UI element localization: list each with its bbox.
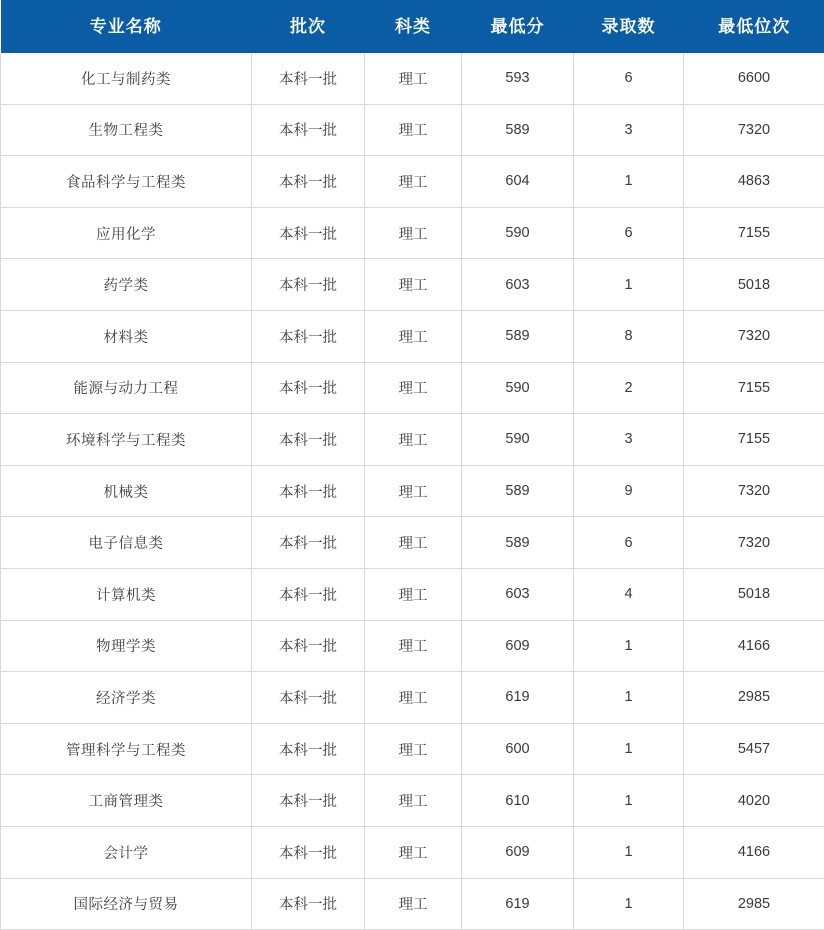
table-row xyxy=(1,207,824,259)
cell-admitted-count: 1 xyxy=(574,723,684,775)
column-header-major: 专业名称 xyxy=(1,0,252,53)
cell-min-rank: 4166 xyxy=(684,620,824,672)
table-row xyxy=(1,156,824,208)
cell-batch: 本科一批 xyxy=(252,414,365,466)
cell-min-score: 590 xyxy=(462,362,574,414)
cell-min-rank: 2985 xyxy=(684,878,824,930)
cell-admitted-count: 4 xyxy=(574,568,684,620)
cell-batch: 本科一批 xyxy=(252,156,365,208)
cell-category: 理工 xyxy=(365,826,462,878)
cell-batch: 本科一批 xyxy=(252,672,365,724)
cell-admitted-count: 1 xyxy=(574,156,684,208)
cell-category: 理工 xyxy=(365,775,462,827)
cell-admitted-count: 3 xyxy=(574,414,684,466)
cell-category: 理工 xyxy=(365,156,462,208)
cell-min-rank: 7155 xyxy=(684,362,824,414)
cell-major: 机械类 xyxy=(1,465,252,517)
cell-admitted-count: 6 xyxy=(574,207,684,259)
column-header-min-score: 最低分 xyxy=(462,0,574,53)
cell-batch: 本科一批 xyxy=(252,775,365,827)
cell-major: 工商管理类 xyxy=(1,775,252,827)
cell-major: 经济学类 xyxy=(1,672,252,724)
cell-min-rank: 7320 xyxy=(684,104,824,156)
table-row xyxy=(1,310,824,362)
cell-min-rank: 4166 xyxy=(684,826,824,878)
cell-admitted-count: 1 xyxy=(574,775,684,827)
cell-batch: 本科一批 xyxy=(252,362,365,414)
cell-min-rank: 7320 xyxy=(684,465,824,517)
cell-category: 理工 xyxy=(365,104,462,156)
cell-min-rank: 4863 xyxy=(684,156,824,208)
cell-min-rank: 4020 xyxy=(684,775,824,827)
cell-batch: 本科一批 xyxy=(252,568,365,620)
cell-category: 理工 xyxy=(365,414,462,466)
cell-admitted-count: 1 xyxy=(574,259,684,311)
table-row xyxy=(1,568,824,620)
cell-min-rank: 5018 xyxy=(684,568,824,620)
table-row xyxy=(1,826,824,878)
table-header xyxy=(1,0,824,53)
cell-major: 会计学 xyxy=(1,826,252,878)
cell-admitted-count: 8 xyxy=(574,310,684,362)
table-row xyxy=(1,414,824,466)
cell-batch: 本科一批 xyxy=(252,723,365,775)
cell-admitted-count: 6 xyxy=(574,53,684,104)
table-row xyxy=(1,362,824,414)
cell-major: 化工与制药类 xyxy=(1,53,252,104)
cell-major: 管理科学与工程类 xyxy=(1,723,252,775)
cell-min-score: 589 xyxy=(462,517,574,569)
cell-category: 理工 xyxy=(365,259,462,311)
table-row xyxy=(1,104,824,156)
column-header-category: 科类 xyxy=(365,0,462,53)
cell-category: 理工 xyxy=(365,568,462,620)
column-header-batch: 批次 xyxy=(252,0,365,53)
cell-min-score: 619 xyxy=(462,672,574,724)
cell-min-rank: 7320 xyxy=(684,310,824,362)
cell-major: 国际经济与贸易 xyxy=(1,878,252,930)
cell-admitted-count: 2 xyxy=(574,362,684,414)
cell-admitted-count: 1 xyxy=(574,620,684,672)
cell-category: 理工 xyxy=(365,620,462,672)
cell-admitted-count: 1 xyxy=(574,878,684,930)
table-row xyxy=(1,775,824,827)
cell-category: 理工 xyxy=(365,53,462,104)
cell-min-score: 604 xyxy=(462,156,574,208)
table-row xyxy=(1,878,824,930)
table-row xyxy=(1,259,824,311)
cell-min-rank: 7155 xyxy=(684,207,824,259)
cell-admitted-count: 9 xyxy=(574,465,684,517)
cell-min-score: 609 xyxy=(462,620,574,672)
cell-min-score: 589 xyxy=(462,104,574,156)
cell-major: 物理学类 xyxy=(1,620,252,672)
cell-category: 理工 xyxy=(365,310,462,362)
cell-major: 电子信息类 xyxy=(1,517,252,569)
table-row xyxy=(1,517,824,569)
table-header-row xyxy=(1,0,824,53)
cell-major: 生物工程类 xyxy=(1,104,252,156)
cell-category: 理工 xyxy=(365,672,462,724)
cell-min-score: 603 xyxy=(462,568,574,620)
cell-category: 理工 xyxy=(365,465,462,517)
cell-admitted-count: 1 xyxy=(574,672,684,724)
cell-batch: 本科一批 xyxy=(252,517,365,569)
cell-min-rank: 6600 xyxy=(684,53,824,104)
column-header-min-rank: 最低位次 xyxy=(684,0,824,53)
cell-min-rank: 5457 xyxy=(684,723,824,775)
cell-min-score: 589 xyxy=(462,465,574,517)
cell-batch: 本科一批 xyxy=(252,53,365,104)
cell-min-score: 603 xyxy=(462,259,574,311)
cell-category: 理工 xyxy=(365,362,462,414)
table-row xyxy=(1,723,824,775)
cell-min-rank: 5018 xyxy=(684,259,824,311)
cell-batch: 本科一批 xyxy=(252,826,365,878)
cell-min-score: 609 xyxy=(462,826,574,878)
cell-batch: 本科一批 xyxy=(252,310,365,362)
cell-min-score: 589 xyxy=(462,310,574,362)
cell-min-score: 610 xyxy=(462,775,574,827)
cell-admitted-count: 1 xyxy=(574,826,684,878)
cell-batch: 本科一批 xyxy=(252,207,365,259)
cell-admitted-count: 3 xyxy=(574,104,684,156)
cell-min-rank: 7155 xyxy=(684,414,824,466)
cell-admitted-count: 6 xyxy=(574,517,684,569)
table-row xyxy=(1,53,824,104)
cell-min-score: 590 xyxy=(462,207,574,259)
cell-major: 药学类 xyxy=(1,259,252,311)
cell-major: 食品科学与工程类 xyxy=(1,156,252,208)
cell-batch: 本科一批 xyxy=(252,465,365,517)
cell-min-score: 593 xyxy=(462,53,574,104)
cell-major: 应用化学 xyxy=(1,207,252,259)
cell-category: 理工 xyxy=(365,207,462,259)
table-row xyxy=(1,620,824,672)
cell-batch: 本科一批 xyxy=(252,620,365,672)
cell-batch: 本科一批 xyxy=(252,259,365,311)
cell-major: 能源与动力工程 xyxy=(1,362,252,414)
table-row xyxy=(1,672,824,724)
cell-category: 理工 xyxy=(365,723,462,775)
cell-min-score: 590 xyxy=(462,414,574,466)
cell-min-rank: 2985 xyxy=(684,672,824,724)
cell-min-score: 600 xyxy=(462,723,574,775)
cell-min-score: 619 xyxy=(462,878,574,930)
cell-category: 理工 xyxy=(365,517,462,569)
cell-major: 环境科学与工程类 xyxy=(1,414,252,466)
cell-batch: 本科一批 xyxy=(252,878,365,930)
table-body xyxy=(1,53,824,930)
table-row xyxy=(1,465,824,517)
cell-min-rank: 7320 xyxy=(684,517,824,569)
cell-category: 理工 xyxy=(365,878,462,930)
cell-major: 材料类 xyxy=(1,310,252,362)
cell-batch: 本科一批 xyxy=(252,104,365,156)
cell-major: 计算机类 xyxy=(1,568,252,620)
column-header-admitted-count: 录取数 xyxy=(574,0,684,53)
